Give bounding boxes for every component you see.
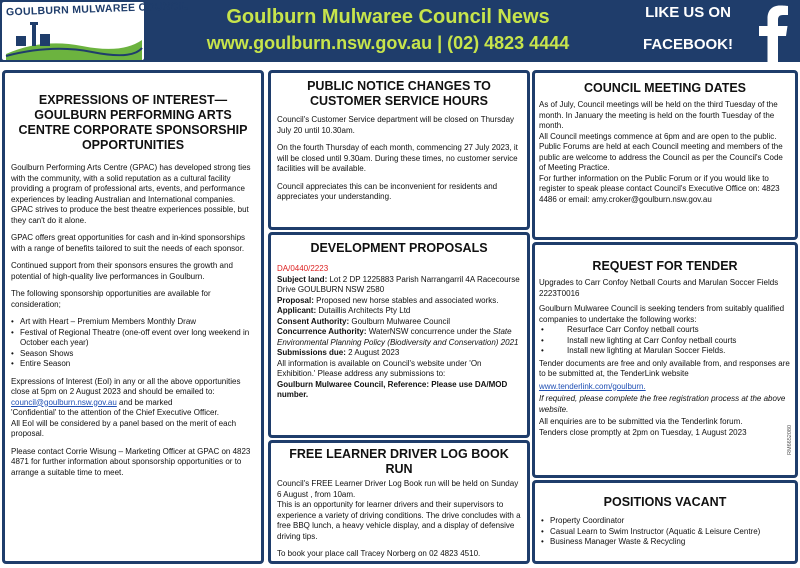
positions-list — [541, 516, 789, 548]
header-banner — [0, 0, 800, 62]
consent-label: Consent Authority: — [277, 316, 350, 326]
tender-panel — [532, 242, 798, 478]
subject-value: Lot 2 DP 1225883 Parish Narrangarril 4A Racecourse Drive GOULBURN NSW 2580 — [277, 274, 520, 294]
header-contact[interactable]: www.goulburn.nsw.gov.au | (02) 4823 4444 — [206, 33, 570, 53]
eoi-confidential: 'Confidential' to the attention of the Chief Executive Officer. — [11, 408, 219, 417]
eoi-paragraph: Expressions of Interest (EoI) in any or all the above opportunities close at 5pm on 2 August 2023 and should be emailed to: — [11, 376, 241, 396]
concurrence-act: State Environmental Planning Policy (Biodiversity and Conservation) 2021 — [277, 327, 519, 347]
applicant-label: Applicant: — [277, 306, 317, 315]
public-notice-paragraph: Council's Customer Service department will be closed on Thursday July 20 until 10.30am. — [277, 115, 515, 135]
meetings-paragraph: As of July, Council meetings will be held on the third Tuesday of the month. In January the meeting is held on the fourth Tuesday of the month. — [539, 100, 778, 130]
meetings-paragraph: All Council meetings commence at 6pm and are open to the public. — [539, 131, 777, 141]
tender-body — [535, 274, 795, 438]
consent-value: Goulburn Mulwaree Council — [349, 316, 451, 326]
da-number: DA/0440/2223 — [277, 264, 329, 273]
concurrence-label: Concurrence Authority: — [277, 327, 367, 336]
learner-body — [271, 477, 527, 560]
learner-paragraph: To book your place call Tracey Norberg on 02 4823 4510. — [277, 549, 481, 558]
reference-code: RM6652080 — [787, 425, 793, 455]
meetings-paragraph: Public Forums are held at each Council meeting and members of the public are welcome to address the Council as per the Council's Code of Meeting Practice. — [539, 142, 783, 172]
tender-paragraph: Upgrades to Carr Confoy Netball Courts and Marulan Soccer Fields 2223T0016 — [539, 278, 779, 298]
list-item: • Business Manager Waste & Recycling — [541, 537, 789, 548]
logo-text: GOULBURN MULWAREE COUNCIL — [5, 0, 189, 19]
submissions-value: 2 August 2023 — [345, 348, 400, 357]
positions-body — [535, 510, 795, 548]
eoi-email-line — [11, 398, 255, 409]
tender-paragraph: Goulburn Mulwaree Council is seeking tenders from suitably qualified companies to undertake the following works: — [539, 304, 785, 324]
consent-authority — [277, 317, 521, 328]
proposal-value: Proposed new horse stables and associated works. — [313, 295, 499, 305]
development-info: All information is available on Council's website under 'On Exhibition.' Please address any submissions to: — [277, 358, 482, 378]
applicant — [277, 306, 521, 317]
meeting-dates-panel — [532, 70, 798, 240]
learner-paragraph: Council's FREE Learner Driver Log Book run will be held on Sunday 6 August , from 10am. — [277, 479, 519, 499]
eoi-title: EXPRESSIONS OF INTEREST—GOULBURN PERFORMING ARTS CENTRE CORPORATE SPONSORSHIP OPPORTUNITIES — [18, 93, 248, 152]
public-notice-panel — [268, 70, 530, 230]
like-us-line2: FACEBOOK! — [643, 36, 733, 53]
header-title: Goulburn Mulwaree Council News — [226, 6, 550, 28]
council-logo[interactable] — [2, 0, 189, 60]
list-item: • Install new lighting at Carr Confoy netball courts — [539, 336, 791, 347]
learner-title: FREE LEARNER DRIVER LOG BOOK RUN — [289, 447, 509, 476]
tender-paragraph: Tenders close promptly at 2pm on Tuesday, 1 August 2023 — [539, 427, 747, 437]
eoi-paragraph: Goulburn Performing Arts Centre (GPAC) has developed strong ties with the community, with a solid reputation as a cultural facility providing a program of professional arts, events, and performance experiences by leading Australian and International companies. GPAC strives to produce the best theatre experiences possible, but they can't do it alone. — [11, 163, 251, 225]
concurrence-authority — [277, 327, 521, 348]
concurrence-value: WaterNSW concurrence under the — [366, 327, 493, 336]
eoi-body — [5, 153, 261, 478]
list-item: • Art with Heart – Premium Members Monthly Draw — [11, 317, 255, 328]
eoi-paragraph: All EoI will be considered by a panel based on the merit of each proposal. — [11, 418, 237, 438]
public-notice-paragraph: Council appreciates this can be inconvenient for residents and appreciates your understanding. — [277, 181, 498, 201]
tenderlink-link[interactable]: www.tenderlink.com/goulburn. — [539, 381, 646, 391]
eoi-paragraph: GPAC offers great opportunities for cash and in-kind sponsorships with a range of benefits tailored to suit the needs of each sponsor. — [11, 233, 246, 253]
facebook-icon[interactable] — [748, 0, 800, 62]
public-notice-body — [271, 109, 527, 203]
proposal — [277, 296, 521, 307]
council-email-link[interactable]: council@goulburn.nsw.gov.au — [11, 397, 117, 407]
development-body — [271, 256, 527, 401]
tender-works-list — [539, 325, 791, 357]
list-item: • Entire Season — [11, 359, 255, 370]
submissions-label: Submissions due: — [277, 348, 346, 357]
list-item: • Resurface Carr Confoy netball courts — [539, 325, 791, 336]
eoi-panel — [2, 70, 264, 564]
development-title: DEVELOPMENT PROPOSALS — [310, 241, 488, 255]
public-notice-title: PUBLIC NOTICE CHANGES TO CUSTOMER SERVICE HOURS — [307, 79, 491, 108]
tender-paragraph: Tender documents are free and only available from, and responses are to be submitted at, the TenderLink website — [539, 358, 790, 378]
learner-paragraph: This is an opportunity for learner drivers and their supervisors to experience a variety of driving conditions. The drive concludes with a free BBQ lunch, a heavy vehicle display, and a display of defensive driving tips. — [277, 500, 521, 541]
eoi-paragraph: Please contact Corrie Wisung – Marketing Officer at GPAC on 4823 4871 for further information about sponsorship opportunities or to arrange a suitable time to meet. — [11, 446, 251, 477]
positions-title: POSITIONS VACANT — [603, 495, 727, 509]
submissions-due — [277, 348, 521, 359]
learner-driver-panel — [268, 440, 530, 564]
list-item: • Install new lighting at Marulan Soccer Fields. — [539, 346, 791, 357]
list-item: • Property Coordinator — [541, 516, 789, 527]
eoi-paragraph: The following sponsorship opportunities are available for consideration; — [11, 289, 211, 309]
list-item: • Season Shows — [11, 349, 255, 360]
applicant-value: Dutaillis Architects Pty Ltd — [316, 306, 411, 315]
positions-vacant-panel — [532, 480, 798, 564]
development-reference: Goulburn Mulwaree Council, Reference: Please use DA/MOD number. — [277, 379, 508, 399]
development-proposals-panel — [268, 232, 530, 438]
meetings-paragraph: For further information on the Public Forum or if you would like to register to speak please contact Council's Executive Office on: 4823 4486 or email: amy.croker@goulburn.nsw.gov.au — [539, 173, 780, 204]
subject-label: Subject land: — [277, 274, 328, 284]
sponsorship-list — [11, 317, 255, 370]
eoi-email-suffix: and be marked — [116, 397, 173, 407]
tender-title: REQUEST FOR TENDER — [592, 259, 738, 273]
list-item: • Casual Learn to Swim Instructor (Aquatic & Leisure Centre) — [541, 527, 789, 538]
meetings-body — [535, 96, 795, 205]
like-us-line1: LIKE US ON — [645, 4, 731, 21]
tender-paragraph: All enquiries are to be submitted via the Tenderlink forum. — [539, 417, 743, 426]
meetings-title: COUNCIL MEETING DATES — [583, 81, 747, 95]
proposal-label: Proposal: — [277, 295, 314, 305]
tender-paragraph: If required, please complete the free registration process at the above website. — [539, 394, 786, 414]
public-notice-paragraph: On the fourth Thursday of each month, commencing 27 July 2023, it will be closed until 9.30am. During these times, no customer service facilities will be available. — [277, 143, 518, 173]
list-item: • Festival of Regional Theatre (one-off event over long weekend in October each year) — [11, 328, 255, 349]
eoi-paragraph: Continued support from their sponsors ensures the growth and potential of high-quality live performances in Goulburn. — [11, 261, 233, 281]
subject-land — [277, 275, 521, 296]
